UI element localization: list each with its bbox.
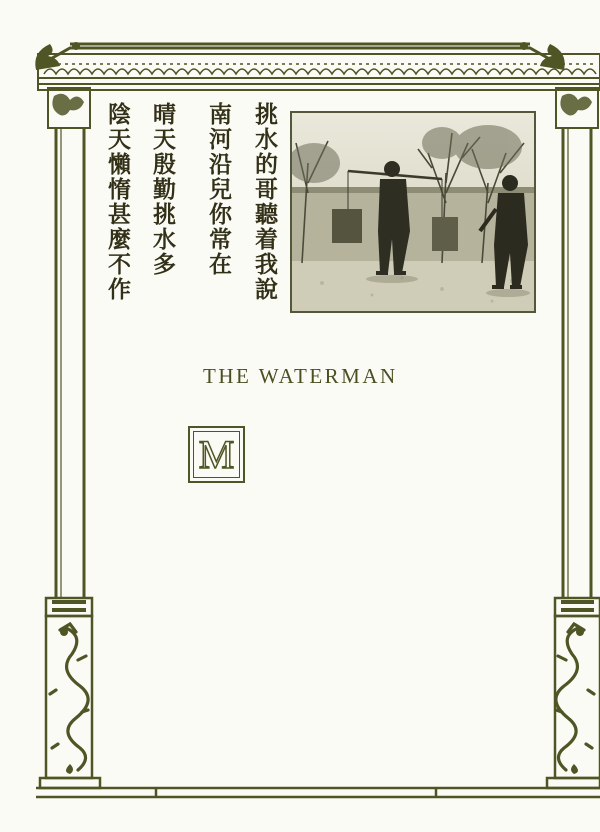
drop-cap-letter: M xyxy=(193,431,240,478)
poem-column-4: 陰天懶惰甚麼不作 xyxy=(104,102,130,302)
photo-illustration xyxy=(292,113,534,311)
drop-cap-box xyxy=(188,426,245,483)
water-carrier-photo xyxy=(290,111,536,313)
poem-column-1: 挑水的哥聽着我說 xyxy=(251,102,277,302)
poem-column-2: 南河沿兒你常在 xyxy=(205,102,231,277)
chapter-title: THE WATERMAN xyxy=(203,364,398,388)
poem-column-3: 晴天殷勤挑水多 xyxy=(149,102,175,277)
